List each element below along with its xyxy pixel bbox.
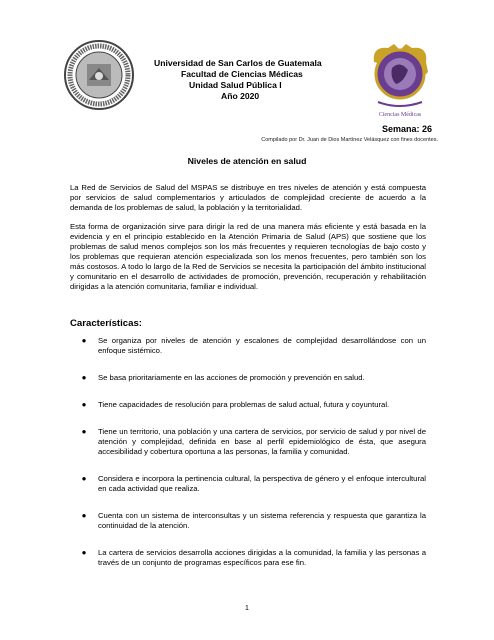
bullet-icon: ● [81,427,87,436]
bullet-icon: ● [81,474,87,483]
header-line-1: Universidad de San Carlos de Guatemala [154,58,322,68]
logo-caption: Ciencias Médicas [378,112,422,118]
page-number: 1 [245,605,249,612]
bullet-icon: ● [81,548,87,557]
header-line-3: Unidad Salud Pública I [189,80,282,90]
list-item-text: Se basa prioritariamente en las acciones de promoción y prevención en salud. [98,373,365,382]
bullet-icon: ● [81,336,87,345]
list-item [70,373,426,383]
list-item-text: Tiene capacidades de resolución para problemas de salud actual, futura y coyuntural. [98,400,390,409]
header-line-2: Facultad de Ciencias Médicas [181,69,303,79]
compiled-note: Compilado por Dr. Juan de Dios Martínez Velásquez con fines docentes. [261,137,438,143]
week-label: Semana: 26 [382,124,433,134]
list-item [70,474,426,494]
list-item [70,511,426,531]
institution-header [154,58,354,102]
section-heading: Características: [70,318,142,329]
header-line-4: Año 2020 [221,91,260,101]
bullet-icon: ● [81,373,87,382]
list-item-text: Se organiza por niveles de atención y escalones de complejidad desarrollándose con un enfoque sistémico. [98,336,426,355]
list-item-text: Cuenta con un sistema de interconsultas y un sistema referencia y respuesta que garantiza la continuidad de la atención. [98,511,426,530]
list-item-text: La cartera de servicios desarrolla acciones dirigidas a la comunidad, la familia y las personas a través de un conjunto de programas específicos para ese fin. [98,548,426,567]
list-item [70,336,426,356]
bullet-icon: ● [81,511,87,520]
ciencias-medicas-logo [368,42,432,122]
characteristics-list [70,336,426,568]
bullet-icon: ● [81,400,87,409]
document-title: Niveles de atención en salud [187,156,307,166]
paragraph-2: Esta forma de organización sirve para dirigir la red de una manera más eficiente y está basada en la evidencia y en el principio establecido en la Atención Primaria de Salud (APS) que sostiene que los problemas de salud menos complejos son los más frecuentes y requieren tecnologías de bajo costo y los problemas que requieran atención especializada son los menos frecuentes, pero también son los más costosos. A todo lo largo de la Red de Servicios se necesita la participación del ámbito institucional y comunitario en el desarrollo de actividades de promoción, prevención, recuperación y rehabilitación dirigidas a la atención comunitaria, familiar e individual. [70,222,426,291]
list-item [70,548,426,568]
list-item [70,427,426,457]
usac-seal-logo [64,40,134,110]
list-item-text: Tiene un territorio, una población y una cartera de servicios, por servicio de salud y por nivel de atención y complejidad, definida en base al perfil epidemiológico de ésta, que asegura accesibilidad y cobertura oportuna a las personas, la familia y comunidad. [98,427,426,456]
paragraph-1: La Red de Servicios de Salud del MSPAS se distribuye en tres niveles de atención y está compuesta por servicios de salud complementarios y articulados de complejidad creciente de acuerdo a la demanda de los problemas de salud, la población y la territorialidad. [70,183,426,212]
list-item-text: Considera e incorpora la pertinencia cultural, la perspectiva de género y el enfoque intercultural en cada actividad que realiza. [98,474,426,493]
list-item [70,400,426,410]
